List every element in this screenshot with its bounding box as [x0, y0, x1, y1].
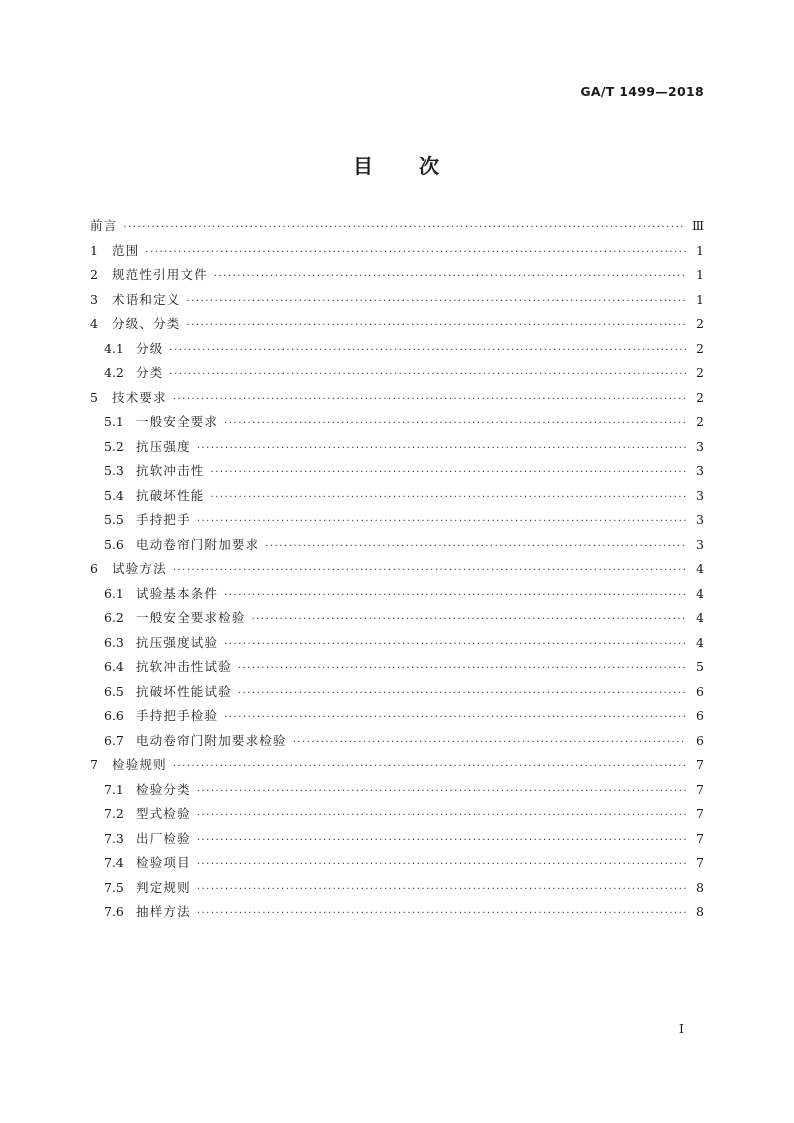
toc-entry-title: 范围 — [112, 242, 140, 258]
toc-entry-title: 一般安全要求 — [136, 414, 219, 429]
toc-entry-page: 7 — [696, 806, 704, 821]
toc-entry-number: 6.4 — [104, 659, 124, 674]
toc-entry-title: 分类 — [136, 365, 164, 380]
toc-entry-page: 2 — [696, 365, 704, 380]
toc-dot-leader — [145, 247, 686, 258]
toc-dot-leader — [173, 565, 686, 576]
toc-dot-leader — [224, 639, 686, 650]
toc-entry-number: 5 — [90, 389, 98, 405]
toc-entry-number: 6.5 — [104, 683, 124, 699]
toc-dot-leader — [173, 761, 686, 772]
toc-entry[interactable] — [90, 461, 704, 486]
toc-dot-leader — [197, 835, 686, 846]
toc-entry-page: 4 — [696, 634, 704, 650]
toc-entry-title: 抽样方法 — [136, 904, 191, 919]
toc-entry-title: 抗破坏性能 — [136, 487, 205, 503]
toc-dot-leader — [169, 345, 686, 356]
toc-dot-leader — [197, 786, 686, 797]
toc-entry-number: 4 — [90, 316, 98, 331]
toc-entry-page: 7 — [696, 855, 704, 870]
toc-entry[interactable] — [90, 780, 704, 805]
toc-entry-page: 6 — [696, 683, 704, 699]
toc-entry-page: 4 — [696, 585, 704, 601]
toc-entry[interactable] — [90, 706, 704, 731]
toc-entry-title: 术语和定义 — [112, 291, 181, 307]
toc-entry-number: 6 — [90, 561, 98, 576]
toc-entry-number: 6.3 — [104, 634, 124, 650]
toc-entry[interactable] — [90, 657, 704, 682]
toc-entry-number: 4.1 — [104, 340, 124, 356]
toc-entry-page: 7 — [696, 830, 704, 846]
toc-entry[interactable] — [90, 339, 704, 364]
toc-entry-title: 抗破坏性能试验 — [136, 683, 232, 699]
toc-dot-leader — [197, 443, 686, 454]
toc-entry-number: 5.6 — [104, 536, 124, 552]
toc-entry-page: 4 — [696, 561, 704, 576]
toc-dot-leader — [214, 271, 686, 282]
toc-entry-page: 1 — [696, 291, 704, 307]
toc-entry-number: 7.4 — [104, 855, 124, 870]
toc-entry-page: 8 — [696, 879, 704, 895]
toc-entry-title: 检验规则 — [112, 757, 167, 772]
toc-entry-number: 1 — [90, 242, 98, 258]
toc-entry-page: 6 — [696, 732, 704, 748]
toc-dot-leader — [265, 541, 686, 552]
toc-entry-page: 1 — [696, 267, 704, 282]
toc-entry-page: 7 — [696, 757, 704, 772]
toc-dot-leader — [197, 810, 686, 821]
toc-entry[interactable] — [90, 363, 704, 388]
toc-entry-title: 试验基本条件 — [136, 585, 219, 601]
toc-dot-leader — [197, 908, 686, 919]
toc-entry[interactable] — [90, 608, 704, 633]
toc-entry-title: 规范性引用文件 — [112, 267, 208, 282]
toc-entry[interactable] — [90, 241, 704, 266]
toc-dot-leader — [169, 369, 686, 380]
toc-entry-page: 2 — [696, 340, 704, 356]
toc-entry-number: 6.1 — [104, 585, 124, 601]
toc-entry[interactable] — [90, 633, 704, 658]
toc-entry-page: 5 — [696, 659, 704, 674]
toc-entry-title: 试验方法 — [112, 561, 167, 576]
toc-entry-page: 1 — [696, 242, 704, 258]
toc-entry-page: 6 — [696, 708, 704, 723]
toc-entry-title: 电动卷帘门附加要求检验 — [136, 732, 287, 748]
toc-entry-title: 一般安全要求检验 — [136, 610, 246, 625]
toc-entry[interactable] — [90, 682, 704, 707]
toc-entry-title: 分级、分类 — [112, 316, 181, 331]
toc-entry[interactable] — [90, 412, 704, 437]
toc-entry-page: 3 — [696, 438, 704, 454]
toc-entry[interactable] — [90, 584, 704, 609]
toc-entry-number: 2 — [90, 267, 98, 282]
toc-entry-page: 2 — [696, 389, 704, 405]
toc-dot-leader — [211, 492, 686, 503]
toc-entry-title: 技术要求 — [112, 389, 167, 405]
toc-entry-number: 3 — [90, 291, 98, 307]
toc-entry-title: 抗软冲击性试验 — [136, 659, 232, 674]
toc-entry-number: 5.3 — [104, 463, 124, 478]
toc-entry-title: 检验分类 — [136, 781, 191, 797]
toc-entry[interactable] — [90, 535, 704, 560]
toc-entry-title: 抗压强度 — [136, 438, 191, 454]
toc-entry-number: 5.5 — [104, 512, 124, 527]
toc-entry[interactable] — [90, 314, 704, 339]
toc-entry[interactable] — [90, 878, 704, 903]
toc-dot-leader — [224, 712, 686, 723]
toc-entry-number: 7.1 — [104, 781, 124, 797]
toc-entry-number: 5.2 — [104, 438, 124, 454]
toc-entry-title: 电动卷帘门附加要求 — [136, 536, 260, 552]
toc-entry-title: 出厂检验 — [136, 830, 191, 846]
toc-entry-page: 3 — [696, 536, 704, 552]
page-title: 目 次 — [353, 154, 441, 178]
toc-entry[interactable] — [90, 290, 704, 315]
toc-dot-leader — [187, 296, 686, 307]
toc-entry-page: 4 — [696, 610, 704, 625]
toc-entry-title: 手持把手 — [136, 512, 191, 527]
toc-entry-title: 抗压强度试验 — [136, 634, 219, 650]
toc-entry-page: 2 — [696, 316, 704, 331]
toc-entry-title: 手持把手检验 — [136, 708, 219, 723]
toc-entry-number: 4.2 — [104, 365, 124, 380]
toc-entry[interactable] — [90, 437, 704, 462]
toc-entry-title: 检验项目 — [136, 855, 191, 870]
toc-dot-leader — [252, 614, 686, 625]
toc-dot-leader — [197, 859, 686, 870]
toc-entry[interactable] — [90, 265, 704, 290]
toc-dot-leader — [197, 516, 686, 527]
toc-entry[interactable] — [90, 902, 704, 927]
toc-entry[interactable] — [90, 486, 704, 511]
page-number: I — [679, 1021, 684, 1036]
toc-dot-leader — [293, 737, 686, 748]
toc-entry-page: 2 — [696, 414, 704, 429]
toc-dot-leader — [211, 467, 686, 478]
toc-entry-number: 7.6 — [104, 904, 124, 919]
toc-entry-page: 3 — [696, 512, 704, 527]
toc-entry[interactable] — [90, 216, 704, 241]
toc-dot-leader — [197, 884, 686, 895]
toc-entry-page: 7 — [696, 781, 704, 797]
toc-entry[interactable] — [90, 510, 704, 535]
toc-entry-page: 8 — [696, 904, 704, 919]
toc-dot-leader — [238, 688, 686, 699]
toc-entry-page: 3 — [696, 487, 704, 503]
toc-entry-number: 5.4 — [104, 487, 124, 503]
toc-entry-title: 前言 — [90, 218, 118, 233]
toc-entry-title: 判定规则 — [136, 879, 191, 895]
toc-entry-title: 分级 — [136, 340, 164, 356]
toc-entry[interactable] — [90, 388, 704, 413]
toc-entry[interactable] — [90, 804, 704, 829]
toc-entry[interactable] — [90, 829, 704, 854]
toc-entry-number: 6.7 — [104, 732, 124, 748]
toc-entry-number: 7.2 — [104, 806, 124, 821]
toc-entry-number: 7.5 — [104, 879, 124, 895]
toc-entry-title: 型式检验 — [136, 806, 191, 821]
toc-dot-leader — [187, 320, 686, 331]
document-code: GA/T 1499—2018 — [580, 84, 704, 99]
toc-entry-title: 抗软冲击性 — [136, 463, 205, 478]
toc-entry-number: 7.3 — [104, 830, 124, 846]
toc-entry-page: 3 — [696, 463, 704, 478]
toc-entry[interactable] — [90, 853, 704, 878]
toc-entry-page: Ⅲ — [691, 218, 704, 233]
toc-entry-number: 7 — [90, 757, 98, 772]
toc-entry-number: 6.2 — [104, 610, 124, 625]
toc-dot-leader — [123, 222, 686, 233]
toc-dot-leader — [173, 394, 686, 405]
toc-dot-leader — [224, 590, 686, 601]
toc-dot-leader — [224, 418, 686, 429]
toc-entry[interactable] — [90, 559, 704, 584]
toc-entry[interactable] — [90, 731, 704, 756]
toc-entry-number: 5.1 — [104, 414, 124, 429]
toc-entry[interactable] — [90, 755, 704, 780]
table-of-contents — [90, 216, 704, 927]
toc-entry-number: 6.6 — [104, 708, 124, 723]
toc-dot-leader — [238, 663, 686, 674]
